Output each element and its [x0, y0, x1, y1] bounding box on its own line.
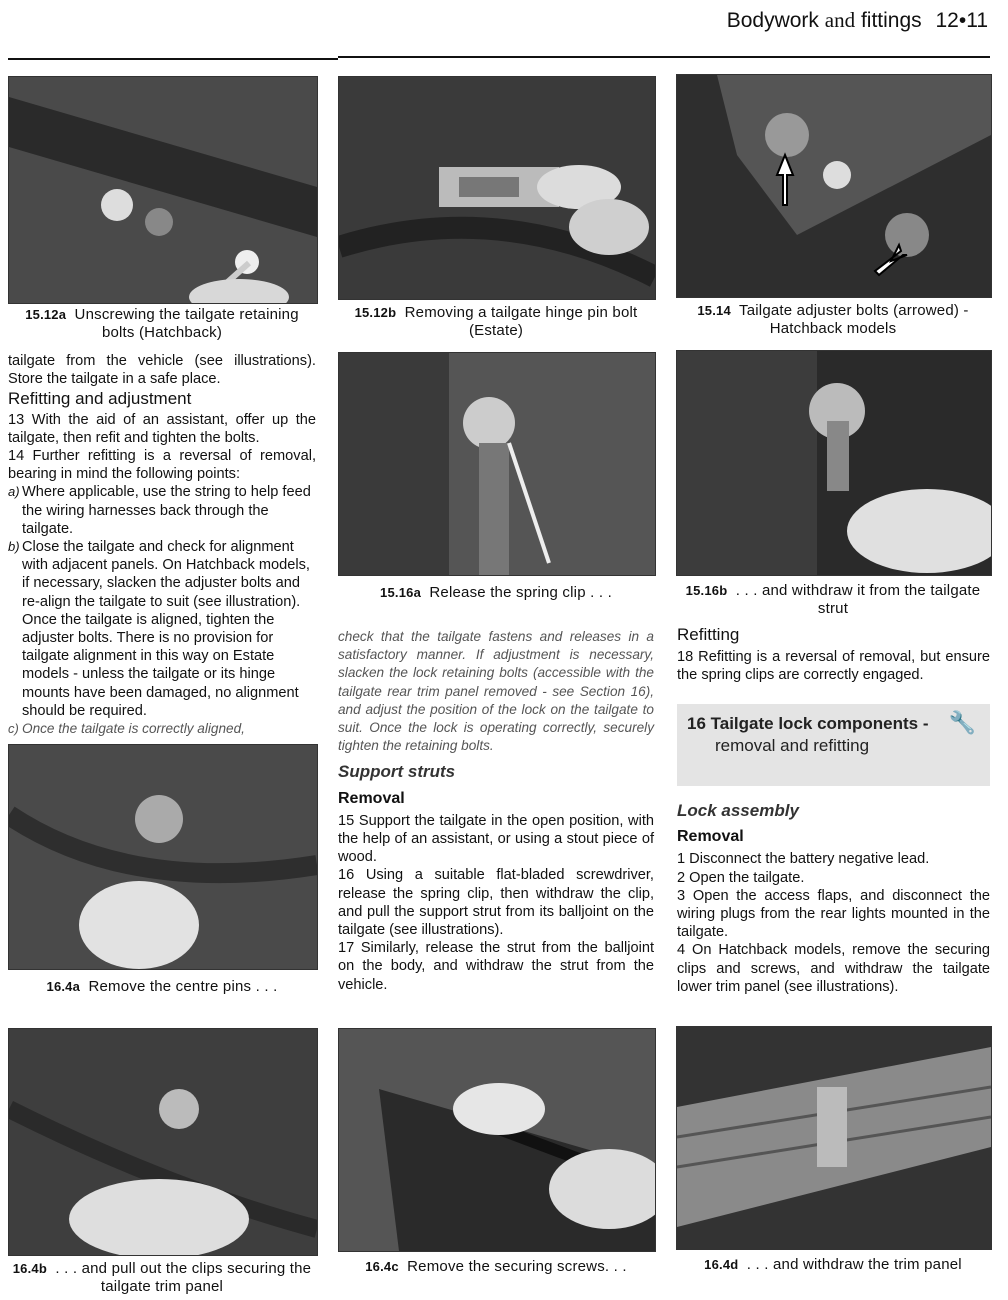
figure-number: 15.12a — [25, 307, 67, 322]
figure-caption: Remove the centre pins . . . — [88, 978, 278, 995]
header-title-word1: Bodywork — [726, 9, 819, 32]
list-text: Where applicable, use the string to help feed the wiring harnesses back through the tailgate. — [22, 484, 311, 537]
column-1-text — [8, 352, 316, 738]
header-rule-left — [8, 58, 338, 60]
photo-15-16a — [338, 352, 656, 576]
column-2-text — [338, 628, 654, 994]
figure-number: 16.4a — [46, 979, 81, 994]
banner-title: 16 Tailgate lock components - — [687, 714, 929, 733]
section-banner — [677, 704, 990, 786]
col3-refit-heading: Refitting — [677, 625, 740, 644]
caption-16-4a — [8, 978, 316, 996]
figure-number: 16.4d — [704, 1257, 739, 1272]
caption-15-14 — [676, 302, 990, 338]
banner-subtitle: removal and refitting — [715, 736, 870, 755]
header-title-word3: fittings — [860, 9, 922, 32]
col1-para-13: 13 With the aid of an assistant, offer up the tailgate, then refit and tighten the bolts. — [8, 411, 316, 446]
figure-caption: Removing a tailgate hinge pin bolt (Estate) — [404, 304, 638, 339]
spanner-icon: 🔧 — [948, 710, 976, 735]
col2-heading: Support struts — [338, 762, 456, 782]
caption-15-12b — [338, 304, 654, 340]
figure-caption: Tailgate adjuster bolts (arrowed) - Hatchback models — [739, 302, 969, 337]
col2-subheading: Removal — [338, 789, 405, 807]
caption-15-12a — [8, 306, 316, 342]
figure-caption: . . . and withdraw it from the tailgate strut — [735, 582, 981, 617]
col2-para-15: 15 Support the tailgate in the open position, with the help of an assistant, or using a stout piece of wood. — [338, 812, 654, 866]
list-label: b) — [8, 539, 20, 555]
figure-number: 15.16b — [685, 583, 728, 598]
photo-15-12b — [338, 76, 656, 300]
figure-caption: . . . and withdraw the trim panel — [746, 1256, 962, 1273]
figure-number: 15.12b — [354, 305, 397, 320]
figure-caption: Unscrewing the tailgate retaining bolts (Hatchback) — [74, 306, 299, 341]
figure-caption: Remove the securing screws. . . — [407, 1258, 627, 1275]
col3-para-3: 3 Open the access flaps, and disconnect the wiring plugs from the rear lights mounted in the tailgate. — [677, 887, 990, 941]
photo-16-4b — [8, 1028, 318, 1256]
col3-para-2: 2 Open the tailgate. — [677, 869, 805, 886]
list-text: Close the tailgate and check for alignment with adjacent panels. On Hatchback models, if necessary, slacken the adjuster bolts and re-align the tailgate to suit (see illustration). Once the tailgate is aligned, tighten the adjuster bolts. There is no provision for tailgate alignment in this way on Estate models - unless the tailgate or its hinge mounts have been damaged, no alignment should be required. — [22, 539, 310, 719]
photo-15-14 — [676, 74, 992, 298]
caption-16-4b — [8, 1260, 316, 1296]
col1-heading: Refitting and adjustment — [8, 389, 192, 409]
col1-list-c — [8, 720, 316, 738]
photo-16-4d — [676, 1026, 992, 1250]
caption-16-4c — [338, 1258, 654, 1276]
col1-list-b — [8, 538, 316, 720]
page-number: 12•11 — [935, 9, 988, 32]
caption-15-16a — [338, 584, 654, 602]
page-header — [727, 8, 988, 33]
col2-para-17: 17 Similarly, release the strut from the balljoint on the body, and withdraw the strut from the vehicle. — [338, 940, 654, 993]
photo-16-4a — [8, 744, 318, 970]
col2-continued: check that the tailgate fastens and releases in a satisfactory manner. If adjustment is necessary, slacken the lock retaining bolts (accessible with the tailgate rear trim panel removed - see Section 16), and adjust the position of the lock on the tailgate to suit. Once the lock is operating correctly, securely tighten the retaining bolts. — [338, 629, 654, 754]
column-3-lower — [677, 802, 990, 996]
figure-caption: . . . and pull out the clips securing the tailgate trim panel — [55, 1260, 312, 1295]
caption-16-4d — [676, 1256, 990, 1274]
col1-list-a — [8, 483, 316, 538]
col3-para-1: 1 Disconnect the battery negative lead. — [677, 851, 930, 868]
column-3-upper — [677, 626, 990, 685]
caption-15-16b — [676, 582, 990, 618]
figure-number: 15.14 — [697, 303, 731, 318]
figure-number: 16.4b — [12, 1261, 47, 1276]
photo-16-4c — [338, 1028, 656, 1252]
list-label: c) — [8, 721, 19, 737]
figure-caption: Release the spring clip . . . — [429, 584, 612, 601]
col3-para-4: 4 On Hatchback models, remove the securing clips and screws, and withdraw the tailgate lower trim panel (see illustrations). — [677, 942, 990, 995]
col3-lock-heading: Lock assembly — [677, 801, 799, 820]
header-title-word2: and — [824, 8, 856, 32]
col1-intro: tailgate from the vehicle (see illustrations). Store the tailgate in a safe place. — [8, 353, 316, 388]
photo-15-12a — [8, 76, 318, 304]
header-rule-right — [338, 56, 990, 58]
col2-para-16: 16 Using a suitable flat-bladed screwdriver, release the spring clip, then withdraw the clip, and pull the support strut from its balljoint on the tailgate (see illustrations). — [338, 867, 654, 939]
list-label: a) — [8, 484, 20, 500]
col3-para-18: 18 Refitting is a reversal of removal, but ensure the spring clips are correctly engaged. — [677, 649, 990, 684]
figure-number: 16.4c — [365, 1259, 399, 1274]
list-text: Once the tailgate is correctly aligned, — [22, 721, 245, 737]
figure-number: 15.16a — [380, 585, 422, 600]
col3-subheading: Removal — [677, 828, 744, 846]
col1-para-14: 14 Further refitting is a reversal of removal, bearing in mind the following points: — [8, 448, 316, 483]
photo-15-16b — [676, 350, 992, 576]
